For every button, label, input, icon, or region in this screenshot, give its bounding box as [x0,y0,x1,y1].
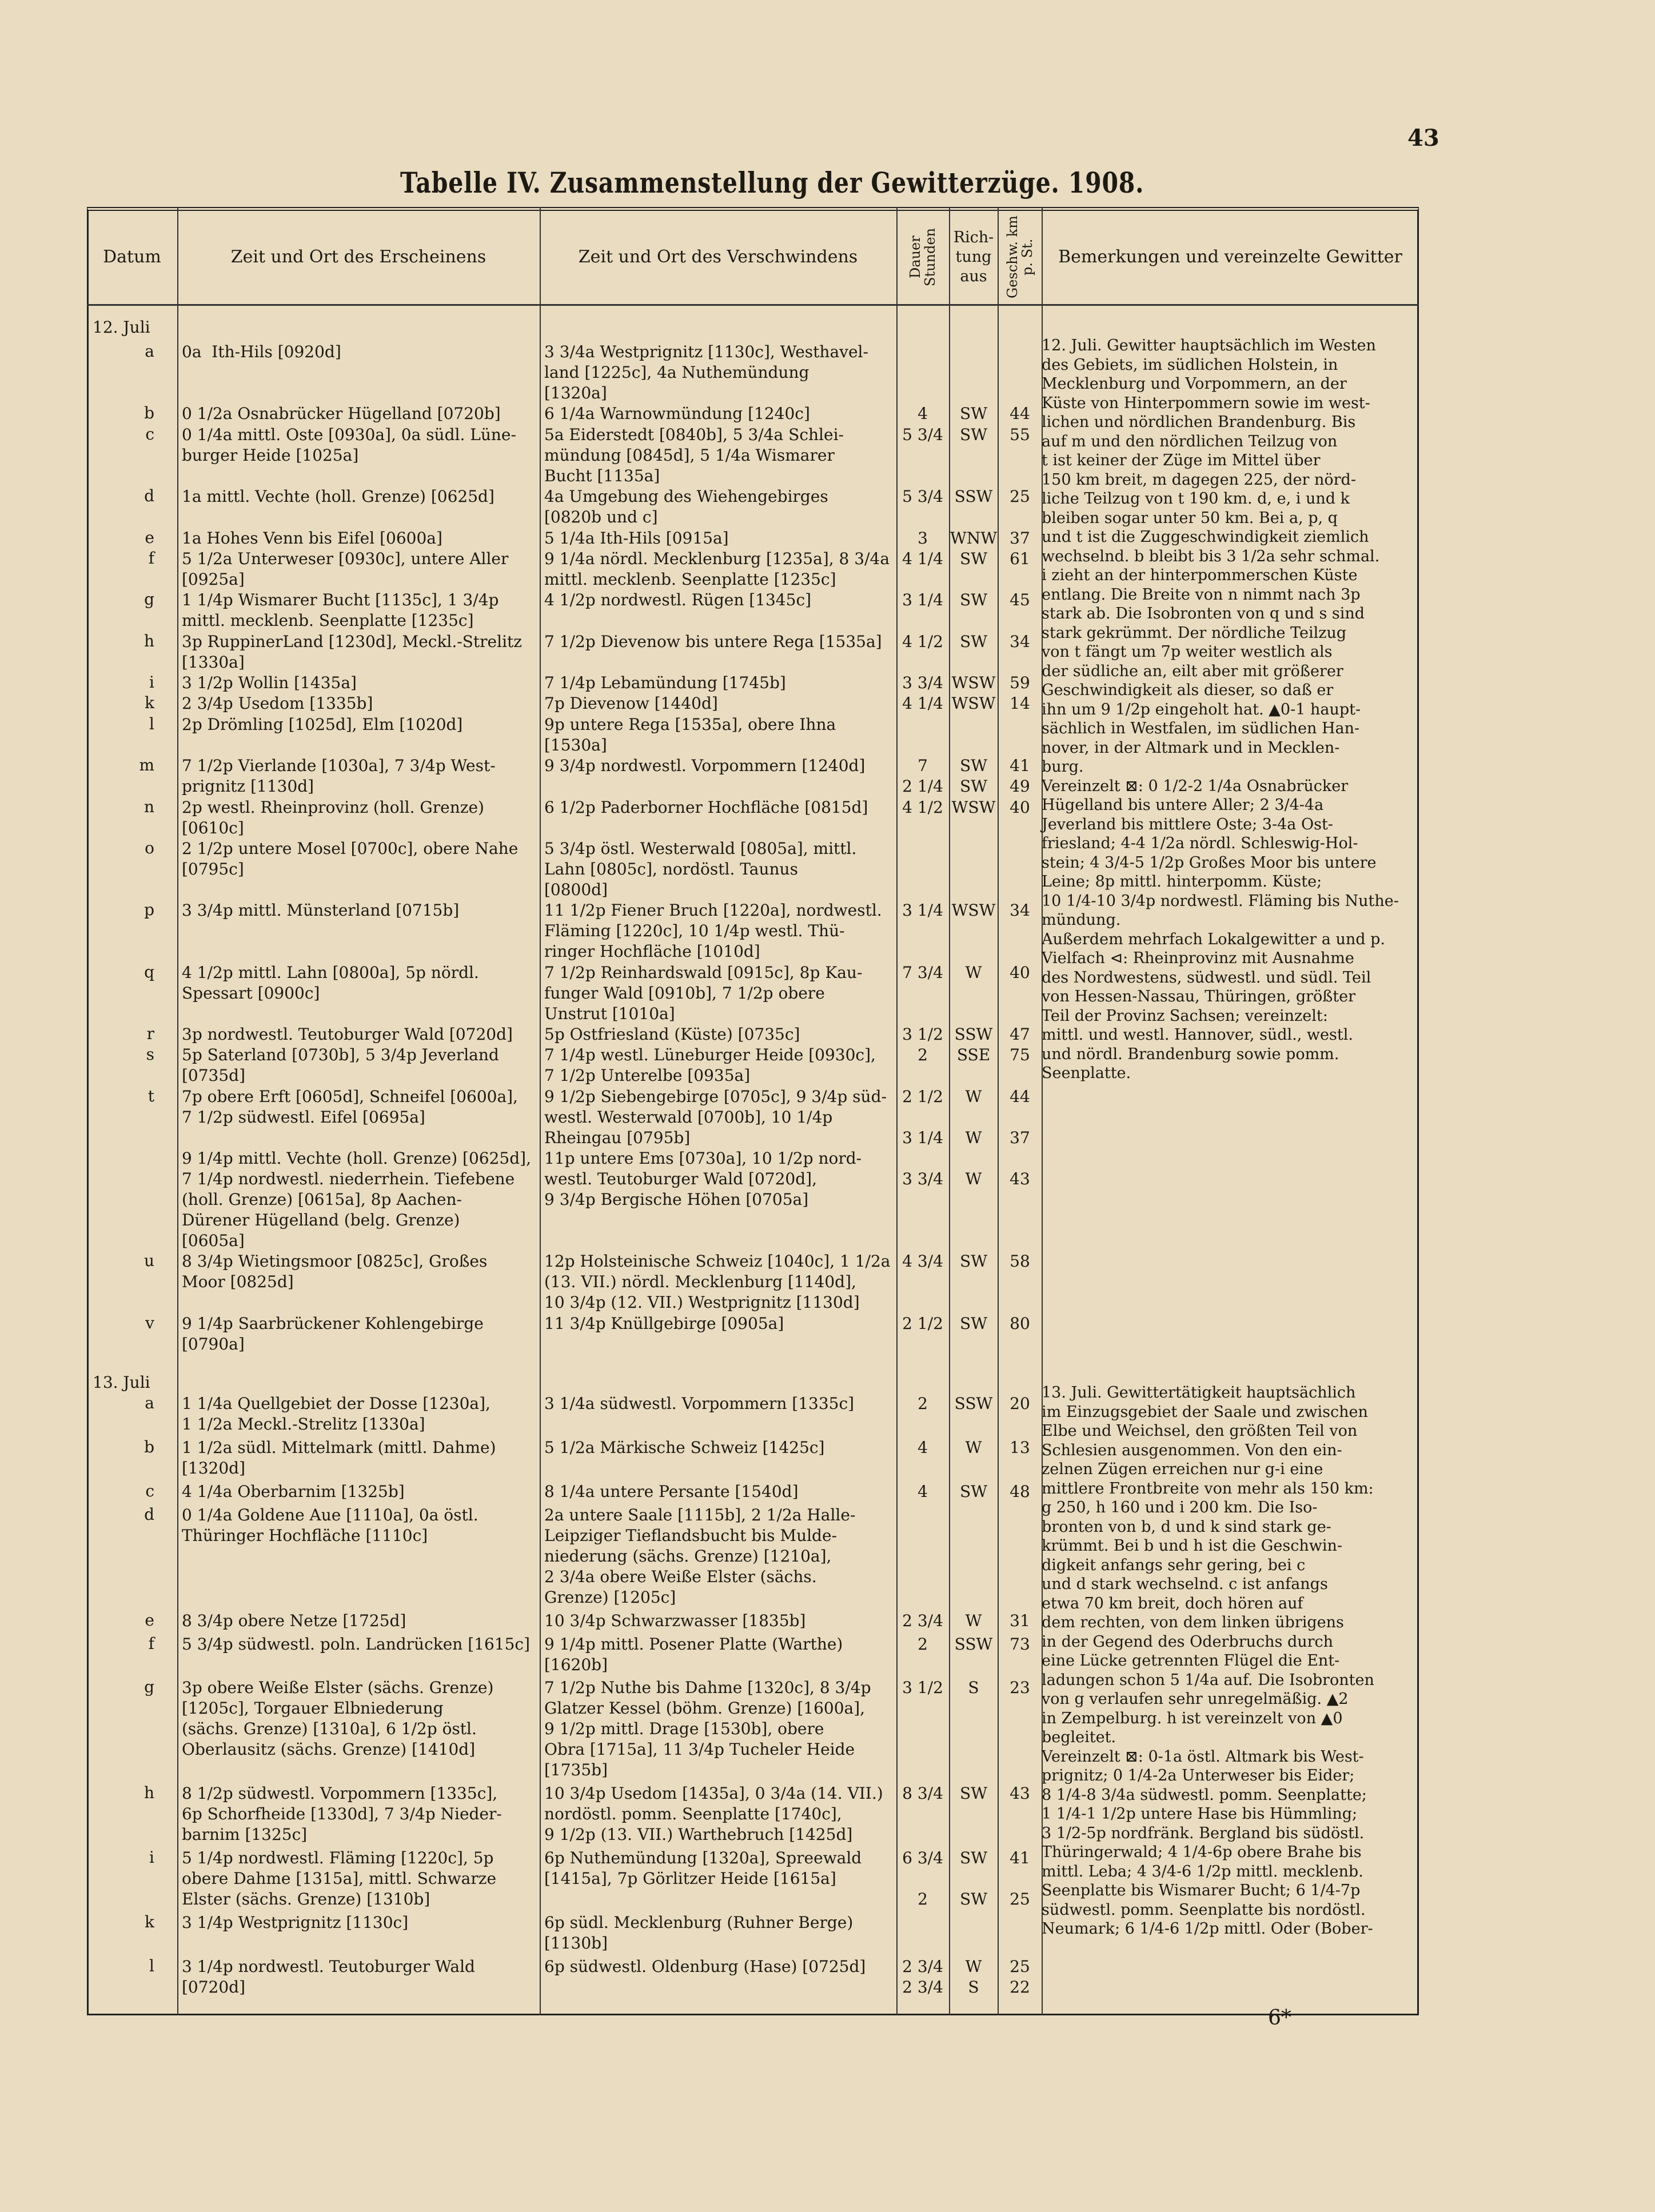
erscheinen-cell: 1 1/4a Quellgebiet der Dosse [1230a], 1 1/2a Meckl.-Strelitz [1330a] [182,1394,490,1434]
verschwinden-cell: 10 3/4p Usedom [1435a], 0 3/4a (14. VII.) nordöstl. pomm. Seenplatte [1740c], 9 1/2p (13. VII.) Warthebruch [1425d] [544,1784,883,1844]
row-id: e [145,1610,154,1630]
section-date-13-juli: 13. Juli [93,1373,150,1392]
verschwinden-cell: 5a Eiderstedt [0840b], 5 3/4a Schlei- mündung [0845d], 5 1/4a Wismarer Bucht [1135a] [544,425,844,485]
dauer-cell: 5 3/4 [902,487,943,506]
richtung-cell: SW [960,1313,987,1333]
dauer-cell: 2 [918,1634,928,1654]
dauer-cell: 2 1/2 3 1/4 3 3/4 [902,1087,943,1188]
geschwindigkeit-cell: 37 [1010,528,1030,548]
section-date-12-juli: 12. Juli [93,318,150,337]
richtung-cell: SW [960,590,987,610]
header-rule [87,304,1419,306]
geschwindigkeit-cell: 23 [1010,1678,1030,1698]
column-divider [540,207,541,2015]
erscheinen-cell: 1a Hohes Venn bis Eifel [0600a] [182,528,442,548]
geschwindigkeit-cell: 73 [1010,1634,1030,1654]
dauer-cell: 2 1/2 [902,1313,943,1333]
erscheinen-cell: 3p RuppinerLand [1230d], Meckl.-Strelitz [1330a] [182,632,523,672]
erscheinen-cell: 2p westl. Rheinprovinz (holl. Grenze) [0610c] [182,797,484,837]
erscheinen-cell: 7p obere Erft [0605d], Schneifel [0600a], 7 1/2p südwestl. Eifel [0695a] 9 1/4p mittl. Vechte (holl. Grenze) [0625d], 7 1/4p nordwestl. niederrhein. Tiefebene (holl. Grenze) [0615a], 8p Aachen- Dürener Hügelland (belg. Grenze) [0605a] [182,1087,531,1250]
row-id: h [143,631,154,650]
row-id: t [147,1086,154,1105]
erscheinen-cell: 1 1/2a südl. Mittelmark (mittl. Dahme) [1320d] [182,1438,496,1478]
header-geschwindigkeit: Geschw. km p. St. [1004,215,1035,299]
geschwindigkeit-cell: 20 [1010,1394,1030,1413]
signature-mark: 6* [1268,2006,1291,2030]
richtung-cell: SSW [954,1025,993,1044]
erscheinen-cell: 8 3/4p obere Netze [1725d] [182,1611,406,1630]
dauer-cell: 4 1/4 [902,694,943,713]
row-id: a [145,342,154,361]
row-id: p [144,900,154,920]
richtung-cell: WSW [951,901,996,920]
row-id: g [144,590,154,609]
verschwinden-cell: 7 1/4p Lebamündung [1745b] [544,673,786,693]
erscheinen-cell: 8 1/2p südwestl. Vorpommern [1335c], 6p Schorfheide [1330d], 7 3/4p Nieder- barnim [1325c] [182,1784,502,1844]
geschwindigkeit-cell: 80 [1010,1313,1030,1333]
geschwindigkeit-cell: 61 [1010,549,1030,568]
erscheinen-cell: 3 1/4p nordwestl. Teutoburger Wald [0720d] [182,1957,475,1997]
remarks-13-juli: 13. Juli. Gewittertätigkeit hauptsächlich im Einzugsgebiet der Saale und zwischen Elbe und Weichsel, den größten Teil von Schlesien ausgenommen. Von den ein- zelnen Zügen erreichen nur g-i eine mittlere Frontbreite von mehr als 150 km: g 250, h 160 und i 200 km. Die Iso- bronten von b, d und k sind stark ge- krümmt. Bei b und h ist die Geschwin- digkeit anfangs sehr gering, bei c und d stark wechselnd. c ist anfangs etwa 70 km breit, doch hören auf dem rechten, von dem linken übrigens in der Gegend des Oderbruchs durch eine Lücke getrennten Flügel die Ent- ladungen schon 5 1/4a auf. Die Isobronten von g verlaufen sehr unregelmäßig. ▲2 in Zempelburg. h ist vereinzelt von ▲0 begleitet. Vereinzelt ⊠: 0-1a östl. Altmark bis West- prignitz; 0 1/4-2a Unterweser bis Eider; 8 1/4-8 3/4a südwestl. pomm. Seenplatte; 1 1/4-1 1/2p untere Hase bis Hümmling; 3 1/2-5p nordfränk. Bergland bis südöstl. Thüringerwald; 4 1/4-6p obere Brahe bis mittl. Leba; 4 3/4-6 1/2p mittl. mecklenb. Seenplatte bis Wismarer Bucht; 6 1/4-7p südwestl. pomm. Seenplatte bis nordöstl. Neumark; 6 1/4-6 1/2p mittl. Oder (Bober- [1042,1384,1374,1938]
row-id: i [149,1848,154,1867]
verschwinden-cell: 11 3/4p Knüllgebirge [0905a] [544,1313,784,1333]
richtung-cell: SW [960,425,987,444]
geschwindigkeit-cell: 58 [1010,1252,1030,1271]
geschwindigkeit-cell: 59 [1010,673,1030,693]
row-id: s [146,1045,154,1064]
verschwinden-cell: 6 1/4a Warnowmündung [1240c] [544,404,810,424]
geschwindigkeit-cell: 34 [1010,632,1030,651]
row-id: f [148,548,154,568]
row-id: g [144,1678,154,1697]
geschwindigkeit-cell: 48 [1010,1482,1030,1501]
erscheinen-cell: 5 1/4p nordwestl. Fläming [1220c], 5p obere Dahme [1315a], mittl. Schwarze Elster (sächs. Grenze) [1310b] [182,1848,497,1909]
geschwindigkeit-cell: 47 [1010,1025,1030,1044]
header-erscheinen: Zeit und Ort des Erscheinens [230,247,486,267]
dauer-cell: 2 [918,1045,928,1065]
erscheinen-cell: 0 1/2a Osnabrücker Hügelland [0720b] [182,404,501,424]
dauer-cell: 4 [918,1438,928,1457]
erscheinen-cell: 5 1/2a Unterweser [0930c], untere Aller [0925a] [182,549,509,589]
erscheinen-cell: 0 1/4a mittl. Oste [0930a], 0a südl. Lüne- burger Heide [1025a] [182,425,516,465]
row-id: b [144,404,154,423]
row-id: v [145,1313,154,1332]
richtung-cell: S [968,1678,979,1698]
verschwinden-cell: 3 3/4a Westprignitz [1130c], Westhavel- land [1225c], 4a Nuthemündung [1320a] [544,342,868,402]
dauer-cell: 4 1/2 [902,797,943,817]
richtung-cell: SW SW [960,756,987,796]
verschwinden-cell: 9 1/2p Siebengebirge [0705c], 9 3/4p süd- westl. Westerwald [0700b], 10 1/4p Rheingau [0795b] 11p untere Ems [0730a], 10 1/2p nord- westl. Teutoburger Wald [0720d], 9 3/4p Bergische Höhen [0705a] [544,1087,887,1209]
geschwindigkeit-cell: 43 [1010,1784,1030,1803]
dauer-cell: 2 [918,1394,928,1413]
row-id: m [139,756,154,775]
verschwinden-cell: 6 1/2p Paderborner Hochfläche [0815d] [544,797,868,817]
dauer-cell: 4 1/2 [902,632,943,651]
geschwindigkeit-cell: 25 22 [1010,1957,1030,1997]
erscheinen-cell: 3 1/2p Wollin [1435a] [182,673,357,693]
verschwinden-cell: 9 1/4p mittl. Posener Platte (Warthe) [1620b] [544,1634,843,1674]
richtung-cell: W [965,963,982,982]
dauer-cell: 4 [918,404,928,424]
richtung-cell: SSE [956,1045,991,1065]
row-id: n [143,797,154,816]
row-id: a [145,1394,154,1412]
row-id: k [145,1912,154,1932]
richtung-cell: SW SW [960,1848,987,1909]
dauer-cell: 3 1/2 [902,1025,943,1044]
geschwindigkeit-cell: 41 25 [1010,1848,1030,1909]
dauer-cell: 7 2 1/4 [902,756,943,796]
erscheinen-cell: 2 3/4p Usedom [1335b] [182,694,373,713]
verschwinden-cell: 7 1/2p Nuthe bis Dahme [1320c], 8 3/4p Glatzer Kessel (böhm. Grenze) [1600a], 9 1/2p mittl. Drage [1530b], obere Obra [1715a], 11 3/4p Tucheler Heide [1735b] [544,1678,871,1780]
erscheinen-cell: 1a mittl. Vechte (holl. Grenze) [0625d] [182,487,494,506]
row-id: c [145,1481,154,1500]
verschwinden-cell: 5 1/4a Ith-Hils [0915a] [544,528,729,548]
richtung-cell: SW [960,404,987,424]
erscheinen-cell: 0a Ith-Hils [0920d] [182,342,341,361]
geschwindigkeit-cell: 45 [1010,590,1030,610]
verschwinden-cell: 4 1/2p nordwestl. Rügen [1345c] [544,590,812,610]
erscheinen-cell: 3p nordwestl. Teutoburger Wald [0720d] [182,1025,513,1044]
dauer-cell: 7 3/4 [902,963,943,982]
header-richtung: Rich- tung aus [953,229,994,285]
dauer-cell: 3 1/4 [902,901,943,920]
dauer-cell: 8 3/4 [902,1784,943,1803]
verschwinden-cell: 9 1/4a nördl. Mecklenburg [1235a], 8 3/4a mittl. mecklenb. Seenplatte [1235c] [544,549,890,589]
erscheinen-cell: 3 1/4p Westprignitz [1130c] [182,1913,409,1932]
richtung-cell: WSW [951,694,996,713]
header-dauer: Dauer Stunden [907,227,938,287]
verschwinden-cell: 6p südwestl. Oldenburg (Hase) [0725d] [544,1957,866,1977]
verschwinden-cell: 5p Ostfriesland (Küste) [0735c] [544,1025,800,1044]
verschwinden-cell: 3 1/4a südwestl. Vorpommern [1335c] [544,1394,855,1413]
richtung-cell: W [965,1438,982,1457]
geschwindigkeit-cell: 41 49 [1010,756,1030,796]
row-id: e [145,528,154,547]
verschwinden-cell: 7p Dievenow [1440d] [544,694,718,713]
geschwindigkeit-cell: 75 [1010,1045,1030,1065]
page-number: 43 [1407,125,1439,151]
geschwindigkeit-cell: 34 [1010,901,1030,920]
richtung-cell: W S [965,1957,982,1997]
geschwindigkeit-cell: 40 [1010,797,1030,817]
verschwinden-cell: 11 1/2p Fiener Bruch [1220a], nordwestl. Fläming [1220c], 10 1/4p westl. Thü- ringer Hochfläche [1010d] [544,901,882,961]
richtung-cell: SW [960,1482,987,1501]
dauer-cell: 6 3/4 2 [902,1848,943,1909]
geschwindigkeit-cell: 55 [1010,425,1030,444]
verschwinden-cell: 9 3/4p nordwestl. Vorpommern [1240d] [544,756,866,776]
row-id: d [144,486,154,506]
row-id: h [143,1783,154,1803]
richtung-cell: WNW [950,528,998,548]
richtung-cell: W W W [965,1087,982,1188]
geschwindigkeit-cell: 13 [1010,1438,1030,1457]
dauer-cell: 2 3/4 2 3/4 [902,1957,943,1997]
column-divider [177,207,178,2015]
geschwindigkeit-cell: 44 37 43 [1010,1087,1030,1188]
richtung-cell: SSW [954,1394,993,1413]
richtung-cell: SW [960,1252,987,1271]
geschwindigkeit-cell: 31 [1010,1611,1030,1630]
erscheinen-cell: 8 3/4p Wietingsmoor [0825c], Großes Moor [0825d] [182,1252,488,1292]
richtung-cell: WSW [951,673,996,693]
erscheinen-cell: 3 3/4p mittl. Münsterland [0715b] [182,901,460,920]
verschwinden-cell: 7 1/4p westl. Lüneburger Heide [0930c], 7 1/2p Unterelbe [0935a] [544,1045,876,1085]
verschwinden-cell: 5 3/4p östl. Westerwald [0805a], mittl. Lahn [0805c], nordöstl. Taunus [0800d] [544,839,857,899]
erscheinen-cell: 5p Saterland [0730b], 5 3/4p Jeverland [0735d] [182,1045,499,1085]
verschwinden-cell: 12p Holsteinische Schweiz [1040c], 1 1/2a (13. VII.) nördl. Mecklenburg [1140d], 10 3/4p (12. VII.) Westprignitz [1130d] [544,1252,891,1312]
richtung-cell: SSW [954,1634,993,1654]
erscheinen-cell: 4 1/4a Oberbarnim [1325b] [182,1482,405,1501]
verschwinden-cell: 7 1/2p Dievenow bis untere Rega [1535a] [544,632,882,651]
erscheinen-cell: 5 3/4p südwestl. poln. Landrücken [1615c] [182,1634,531,1654]
erscheinen-cell: 2p Drömling [1025d], Elm [1020d] [182,714,463,734]
verschwinden-cell: 8 1/4a untere Persante [1540d] [544,1482,799,1501]
remarks-12-juli: 12. Juli. Gewitter hauptsächlich im Westen des Gebiets, im südlichen Holstein, in Mecklenburg und Vorpommern, an der Küste von Hinterpommern sowie im west- lichen und nördlichen Brandenburg. Bis auf m und den nördlichen Teilzug von t ist keiner der Züge im Mittel über 150 km breit, m dagegen 225, der nörd- liche Teilzug von t 190 km. d, e, i und k bleiben sogar unter 50 km. Bei a, p, q und t ist die Zuggeschwindigkeit ziemlich wechselnd. b bleibt bis 3 1/2a sehr schmal. i zieht an der hinterpommerschen Küste entlang. Die Breite von n nimmt nach 3p stark ab. Die Isobronten von q und s sind stark gekrümmt. Der nördliche Teilzug von t fängt um 7p weiter westlich als der südliche an, eilt aber mit größerer Geschwindigkeit als dieser, so daß er ihn um 9 1/2p eingeholt hat. ▲0-1 haupt- sächlich in Westfalen, im südlichen Han- nover, in der Altmark und in Mecklen- burg. Vereinzelt ⊠: 0 1/2-2 1/4a Osnabrücker Hügelland bis untere Aller; 2 3/4-4a Jeverland bis mittlere Oste; 3-4a Ost- friesland; 4-4 1/2a nördl. Schleswig-Hol- stein; 4 3/4-5 1/2p Großes Moor bis untere Leine; 8p mittl. hinterpomm. Küste; 10 1/4-10 3/4p nordwestl. Fläming bis Nuthe- mündung. Außerdem mehrfach Lokalgewitter a und p. Vielfach ⊲: Rheinprovinz mit Ausnahme des Nordwestens, südwestl. und südl. Teil von Hessen-Nassau, Thüringen, größter Teil der Provinz Sachsen; vereinzelt: mittl. und westl. Hannover, südl., westl. und nördl. Brandenburg sowie pomm. Seenplatte. [1042,337,1399,1082]
row-id: i [149,673,154,692]
erscheinen-cell: 4 1/2p mittl. Lahn [0800a], 5p nördl. Spessart [0900c] [182,963,479,1003]
row-id: d [144,1504,154,1524]
erscheinen-cell: 2 1/2p untere Mosel [0700c], obere Nahe [0795c] [182,839,519,879]
verschwinden-cell: 5 1/2a Märkische Schweiz [1425c] [544,1438,825,1457]
verschwinden-cell: 2a untere Saale [1115b], 2 1/2a Halle- Leipziger Tieflandsbucht bis Mulde- niederung (sächs. Grenze) [1210a], 2 3/4a obere Weiße Elster (sächs. Grenze) [1205c] [544,1505,856,1607]
row-id: l [149,714,154,733]
erscheinen-cell: 3p obere Weiße Elster (sächs. Grenze) [1205c], Torgauer Elbniederung (sächs. Grenze) [1310a], 6 1/2p östl. Oberlausitz (sächs. Grenze) [1410d] [182,1678,494,1759]
verschwinden-cell: 6p Nuthemündung [1320a], Spreewald [1415a], 7p Görlitzer Heide [1615a] [544,1848,862,1888]
row-id: k [145,693,154,713]
richtung-cell: SW [960,632,987,651]
dauer-cell: 3 1/2 [902,1678,943,1698]
richtung-cell: SW [960,549,987,568]
row-id: f [148,1634,154,1653]
erscheinen-cell: 9 1/4p Saarbrückener Kohlengebirge [0790a] [182,1313,484,1353]
richtung-cell: SW [960,1784,987,1803]
richtung-cell: SSW [954,487,993,506]
richtung-cell: WSW [951,797,996,817]
verschwinden-cell: 9p untere Rega [1535a], obere Ihna [1530a] [544,714,836,754]
geschwindigkeit-cell: 44 [1010,404,1030,424]
dauer-cell: 4 [918,1482,928,1501]
dauer-cell: 3 1/4 [902,590,943,610]
dauer-cell: 5 3/4 [902,425,943,444]
verschwinden-cell: 10 3/4p Schwarzwasser [1835b] [544,1611,806,1630]
row-id: c [145,424,154,444]
row-id: q [144,962,154,981]
dauer-cell: 4 3/4 [902,1252,943,1271]
dauer-cell: 3 [918,528,928,548]
dauer-cell: 3 3/4 [902,673,943,693]
erscheinen-cell: 0 1/4a Goldene Aue [1110a], 0a östl. Thüringer Hochfläche [1110c] [182,1505,478,1545]
page-title: Tabelle IV. Zusammenstellung der Gewitterzüge. 1908. [400,166,1144,199]
dauer-cell: 4 1/4 [902,549,943,568]
row-id: r [146,1024,154,1044]
verschwinden-cell: 7 1/2p Reinhardswald [0915c], 8p Kau- funger Wald [0910b], 7 1/2p obere Unstrut [1010a] [544,963,863,1023]
header-verschwinden: Zeit und Ort des Verschwindens [578,247,858,267]
geschwindigkeit-cell: 25 [1010,487,1030,506]
row-id: u [143,1251,154,1271]
dauer-cell: 2 3/4 [902,1611,943,1630]
row-id: o [145,838,154,857]
header-bemerkungen: Bemerkungen und vereinzelte Gewitter [1058,247,1402,267]
geschwindigkeit-cell: 40 [1010,963,1030,982]
erscheinen-cell: 7 1/2p Vierlande [1030a], 7 3/4p West- prignitz [1130d] [182,756,496,796]
erscheinen-cell: 1 1/4p Wismarer Bucht [1135c], 1 3/4p mittl. mecklenb. Seenplatte [1235c] [182,590,499,630]
header-datum: Datum [103,247,161,267]
verschwinden-cell: 4a Umgebung des Wiehengebirges [0820b und c] [544,487,828,527]
richtung-cell: W [965,1611,982,1630]
geschwindigkeit-cell: 14 [1010,694,1030,713]
row-id: l [149,1957,154,1976]
row-id: b [144,1437,154,1456]
verschwinden-cell: 6p südl. Mecklenburg (Ruhner Berge) [1130b] [544,1913,854,1953]
